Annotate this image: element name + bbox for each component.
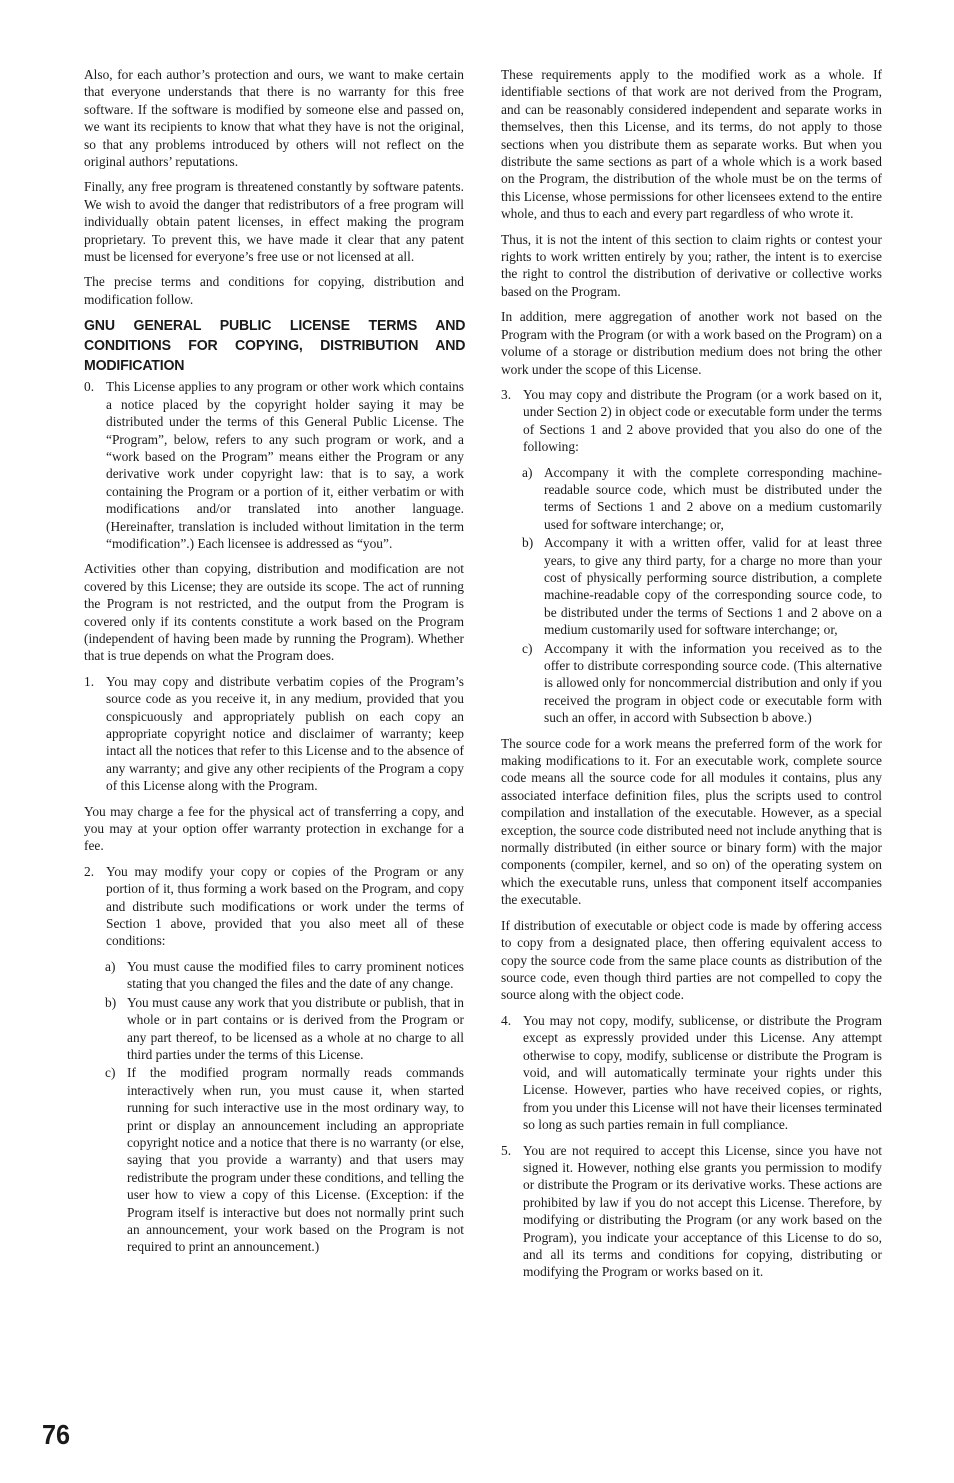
- clause-text: You may copy and distribute the Program (or a work based on it, under Section 2) in object code or executable form under the terms of Sections 1 and 2 above provided that you also do one of the following:: [523, 386, 882, 455]
- clause-2-c: [105, 1064, 464, 1255]
- clause-3-a: [522, 464, 882, 534]
- subclause-letter: c): [522, 640, 533, 656]
- clause-number: 0.: [84, 379, 95, 395]
- clause-text: You may modify your copy or copies of the Program or any portion of it, thus forming a work based on the Program, and copy and distribute such modifications or work under the terms of Section 1 above, provided that you also meet all of these conditions:: [106, 863, 464, 949]
- clause-1: [84, 673, 464, 795]
- paragraph-requirements: These requirements apply to the modified work as a whole. If identifiable sections of that work are not derived from the Program, and can be reasonably considered independent and separate works in themselves, then this License, and its terms, do not apply to those sections when you distribute them as separate works. But when you distribute the same sections as part of a whole which is a work based on the Program, the distribution of the whole must be on the terms of this License, whose permissions for other licensees extend to the entire whole, and thus to each and every part regardless of who wrote it.: [501, 67, 882, 222]
- left-column: [84, 66, 464, 1264]
- paragraph-warranty: Also, for each author’s protection and ours, we want to make certain that everyone understands that there is no warranty for this free software. If the software is modified by someone else and passed on, we want its recipients to know that what they have is not the original, so that any problems introduced by others will not reflect on the original authors’ reputations.: [84, 67, 464, 170]
- clause-3: [501, 386, 882, 456]
- paragraph-terms-follow: The precise terms and conditions for copying, distribution and modification follow.: [84, 274, 464, 307]
- paragraph-patents: Finally, any free program is threatened constantly by software patents. We wish to avoid the danger that redistributors of a free program will individually obtain patent licenses, in effect making the program proprietary. To prevent this, we have made it clear that any patent must be licensed for everyone’s free use or not licensed at all.: [84, 179, 464, 265]
- subclause-text: Accompany it with the complete corresponding machine-readable source code, which must be distributed under the terms of Sections 1 and 2 above on a medium customarily used for software interchange; or,: [544, 464, 882, 532]
- clause-number: 5.: [501, 1142, 512, 1158]
- subclause-text: You must cause the modified files to carry prominent notices stating that you changed the files and the date of any change.: [127, 958, 464, 992]
- paragraph-intent: Thus, it is not the intent of this section to claim rights or contest your rights to work written entirely by you; rather, the intent is to exercise the right to control the distribution of derivative or collective works based on the Program.: [501, 231, 882, 299]
- clause-text: You may copy and distribute verbatim copies of the Program’s source code as you receive it, in any medium, provided that you conspicuously and appropriately publish on each copy an appropriate copyright notice and disclaimer of warranty; keep intact all the notices that refer to this License and to the absence of any warranty; and give any other recipients of the Program a copy of this License along with the Program.: [106, 673, 464, 794]
- subclause-text: If the modified program normally reads commands interactively when run, you must cause it, when started running for such interactive use in the most ordinary way, to print or display an announcement including an appropriate copyright notice and a notice that there is no warranty (or else, saying that you provide a warranty) and that users may redistribute the program under these conditions, and telling the user how to view a copy of this License. (Exception: if the Program itself is interactive but does not normally print such an announcement, your work based on the Program is not required to print an announcement.): [127, 1065, 464, 1255]
- right-column: [501, 66, 882, 1289]
- clause-5: [501, 1142, 882, 1281]
- subclause-text: Accompany it with a written offer, valid for at least three years, to give any third party, for a charge no more than your cost of physically performing source distribution, a complete machine-readable copy of the corresponding source code, to be distributed under the terms of Sections 1 and 2 above on a medium customarily used for software interchange; or,: [544, 535, 882, 638]
- clause-number: 3.: [501, 386, 512, 402]
- page-number: 76: [42, 1419, 71, 1450]
- clause-0: [84, 378, 464, 552]
- paragraph-distribution-access: If distribution of executable or object code is made by offering access to copy from a designated place, then offering equivalent access to copy the source code from the same place counts as distribution of the source code, even though third parties are not compelled to copy the source along with the object code.: [501, 917, 882, 1003]
- subclause-letter: b): [105, 994, 117, 1010]
- subclause-text: You must cause any work that you distribute or publish, that in whole or in part contains or is derived from the Program or any part thereof, to be licensed as a whole at no charge to all third parties under the terms of this License.: [127, 994, 464, 1062]
- paragraph-source-code: The source code for a work means the preferred form of the work for making modifications to it. For an executable work, complete source code means all the source code for all modules it contains, plus any associated interface definition files, plus the scripts used to control compilation and installation of the executable. However, as a special exception, the source code distributed need not include anything that is normally distributed (in either source or binary form) with the major components (compiler, kernel, and so on) of the operating system on which the executable runs, unless that component itself accompanies the executable.: [501, 735, 882, 908]
- paragraph-aggregation: In addition, mere aggregation of another work not based on the Program with the Program (or with a work based on the Program) on a volume of a storage or distribution medium does not bring the other work under the scope of this License.: [501, 309, 882, 377]
- clause-text: This License applies to any program or other work which contains a notice placed by the copyright holder saying it may be distributed under the terms of this General Public License. The “Program”, below, refers to any such program or work, and a “work based on the Program” means either the Program or any derivative work under copyright law: that is to say, a work containing the Program or a portion of it, either verbatim or with modifications and/or translated into another language. (Hereinafter, translation is included without limitation in the term “modification”.) Each licensee is addressed as “you”.: [106, 379, 464, 551]
- paragraph-fee: You may charge a fee for the physical act of transferring a copy, and you may at your option offer warranty protection in exchange for a fee.: [84, 803, 464, 854]
- subclause-text: Accompany it with the information you received as to the offer to distribute corresponding source code. (This alternative is allowed only for noncommercial distribution and only if you received the program in object code or executable form with such an offer, in accord with Subsection b above.): [544, 640, 882, 726]
- clause-3-b: [522, 534, 882, 638]
- clause-number: 4.: [501, 1012, 512, 1028]
- clause-3-c: [522, 640, 882, 727]
- clause-4: [501, 1012, 882, 1134]
- paragraph-activities: Activities other than copying, distribution and modification are not covered by this License; they are outside its scope. The act of running the Program is not restricted, and the output from the Program is covered only if its contents constitute a work based on the Program (independent of having been made by running the Program). Whether that is true depends on what the Program does.: [84, 561, 464, 664]
- clause-2-b: [105, 994, 464, 1064]
- clause-2-a: [105, 958, 464, 993]
- clause-text: You may not copy, modify, sublicense, or distribute the Program except as expressly provided under this License. Any attempt otherwise to copy, modify, sublicense or distribute the Program is void, and will automatically terminate your rights under this License. However, parties who have received copies, or rights, from you under this License will not have their licenses terminated so long as such parties remain in full compliance.: [523, 1012, 882, 1133]
- subclause-letter: a): [522, 464, 533, 480]
- subclause-letter: c): [105, 1065, 116, 1081]
- subclause-letter: b): [522, 535, 534, 551]
- subclause-letter: a): [105, 958, 116, 974]
- clause-number: 2.: [84, 863, 95, 879]
- section-heading: GNU GENERAL PUBLIC LICENSE TERMS AND CONDITIONS FOR COPYING, DISTRIBUTION AND MODIFICATION: [84, 317, 466, 375]
- clause-2: [84, 863, 464, 950]
- clause-number: 1.: [84, 673, 95, 689]
- clause-text: You are not required to accept this License, since you have not signed it. However, nothing else grants you permission to modify or distribute the Program or its derivative works. These actions are prohibited by law if you do not accept this License. Therefore, by modifying or distributing the Program (or any work based on the Program), you indicate your acceptance of this License to do so, and all its terms and conditions for copying, distributing or modifying the Program or works based on it.: [523, 1142, 882, 1280]
